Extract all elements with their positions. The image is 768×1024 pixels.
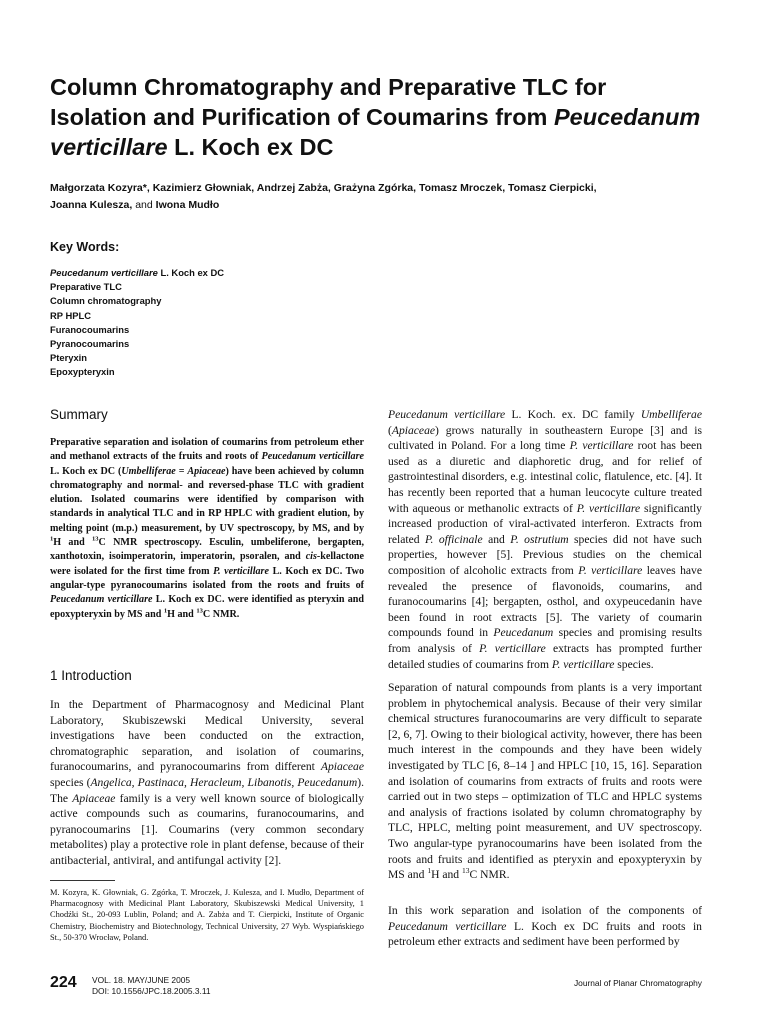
keywords-heading: Key Words: <box>50 240 120 254</box>
author-affiliation-footnote: M. Kozyra, K. Głowniak, G. Zgórka, T. Mroczek, J. Kulesza, and I. Mudło, Department of Pharmacognosy with Medicinal Plant Laboratory, Skubiszewski Medical University, 1 Chodźki St., 20-093 Lublin, Poland; and A. Zabża and T. Cierpicki, Institute of Organic Chemistry, Biochemistry and Biotechnology, Technical University, 27 Wyb. Wyspiańskiego St., 50-370 Wrocław, Poland. <box>50 888 364 942</box>
title-authority: L. Koch ex DC <box>174 134 334 160</box>
author-list: Małgorzata Kozyra*, Kazimierz Głowniak, Andrzej Zabża, Grażyna Zgórka, Tomasz Mroczek, Tomasz Cierpicki, Joanna Kulesza, and Iwona Mudło <box>50 182 597 211</box>
page-number: 224 <box>50 974 77 991</box>
keyword-item: Epoxypteryxin <box>50 366 115 378</box>
keyword-item: Column chromatography <box>50 295 162 307</box>
keyword-item: Preparative TLC <box>50 281 122 293</box>
keyword-item: Pyranocoumarins <box>50 338 130 350</box>
keyword-item: Furanocoumarins <box>50 323 130 335</box>
body-paragraph: Peucedanum verticillare L. Koch. ex. DC family Umbelliferae (Apiaceae) grows naturally in southeastern Europe [3] and is cultivated in Poland. For a long time P. verticillare root has been used as a diuretic and diaphoretic drug, and for relief of gastrointestinal disorders, e.g. intestinal colic, flatulence, etc. [4]. It has recently been reported that a human leucocyte culture treated with aqueous or methanolic extracts of P. verticillare significantly increased production of viral-activated interferon. Extracts from related P. officinale and P. ostrutium species did not have such properties, however [5]. Previous studies on the chemical composition of alcoholic extracts from P. verticillare leaves have revealed the presence of flavonoids, coumarins, and furanocoumarins [4]; bergapten, osthol, and oxypeucedanin have been found in root extracts [5]. The variety of coumarin compounds found in Peucedanum species and promising results from analysis of P. verticillare extracts has prompted further detailed studies of coumarins from P. verticillare species. <box>388 408 703 671</box>
keyword-item: RP HPLC <box>50 309 91 321</box>
volume-info: VOL. 18. MAY/JUNE 2005 DOI: 10.1556/JPC.18.2005.3.11 <box>92 975 211 996</box>
body-paragraph: Separation of natural compounds from plants is a very important problem in phytochemical analysis. Because of their very similar chemical structures furanocoumarins are very difficult to separate [2, 6, 7]. Owing to their biological activity, however, there has been much interest in the compounds and they have been widely investigated by TLC [6, 8–14 ] and HPLC [10, 15, 16]. Separation and isolation of coumarins from extracts of fruits and roots were carried out in two steps – optimization of TLC and HPLC systems and analysis of fractions isolated by column chromatography by TLC, HPLC, melting point measurement, and UV spectroscopy. Two angular-type pyranocoumarins have been isolated from the roots and fruits and identified as pteryxin and epoxypteryxin by MS and $^1$H and $^{13}$C NMR. <box>388 681 702 882</box>
title-line-2: Isolation and Purification of Coumarins from <box>50 104 548 130</box>
body-paragraph: In this work separation and isolation of the components of Peucedanum verticillare L. Koch ex DC fruits and roots in petroleum ether extracts and sediment have been performed by <box>388 904 702 949</box>
title-line-1: Column Chromatography and Preparative TLC for <box>50 74 607 100</box>
keyword-item: Pteryxin <box>50 352 87 364</box>
summary-paragraph: Preparative separation and isolation of coumarins from petroleum ether and methanol extracts of the fruits and roots of Peucedanum verticillare L. Koch ex DC (Umbelliferae = Apiaceae) have been achieved by column chromatography and normal- and reversed-phase TLC with gradient elution. Isolated coumarins were identified by comparison with standards in analytical TLC and in RP HPLC with gradient elution, by melting point (m.p.) measurement, by UV spectroscopy, by MS, and by $^1$H and $^{13}$C NMR spectroscopy. Esculin, umbeliferone, bergapten, xanthotoxin, isoimperatorin, imperatorin, psoralen, and cis-kellactone were isolated for the first time from P. verticillare L. Koch ex DC. Two angular-type pyranocoumarins isolated from the roots and fruits of Peucedanum verticillare L. Koch ex DC. were identified as pteryxin and epoxypteryxin by MS and $^1$H and $^{13}$C NMR. <box>50 437 365 620</box>
article-title <box>50 72 730 162</box>
title-species-genus: Peucedanum <box>553 104 701 130</box>
introduction-paragraph: In the Department of Pharmacognosy and Medicinal Plant Laboratory, Skubiszewski Medical University, several investigations have been conducted on the extraction, chromatographic separation, and isolation of coumarins, furanocoumarins, and pyranocoumarins from different Apiaceae species (Angelica, Pastinaca, Heracleum, Libanotis, Peucedanum). The Apiaceae family is a very well known source of biologically active compounds such as coumarins, furanocoumarins, and pyranocoumarins [1]. Coumarins (very common secondary metabolites) play a protective role in plant defense, because of their antibacterial, antiviral, and antifungal activity [2]. <box>50 698 365 867</box>
keywords-list <box>50 266 224 380</box>
footnote-divider <box>50 880 115 881</box>
summary-heading: Summary <box>50 407 108 422</box>
doi-text: DOI: 10.1556/JPC.18.2005.3.11 <box>92 985 211 996</box>
keyword-item: Peucedanum verticillare L. Koch ex DC <box>50 267 225 278</box>
title-species-epithet: verticillare <box>50 134 168 160</box>
journal-name: Journal of Planar Chromatography <box>573 978 702 988</box>
introduction-heading: 1 Introduction <box>50 668 132 683</box>
